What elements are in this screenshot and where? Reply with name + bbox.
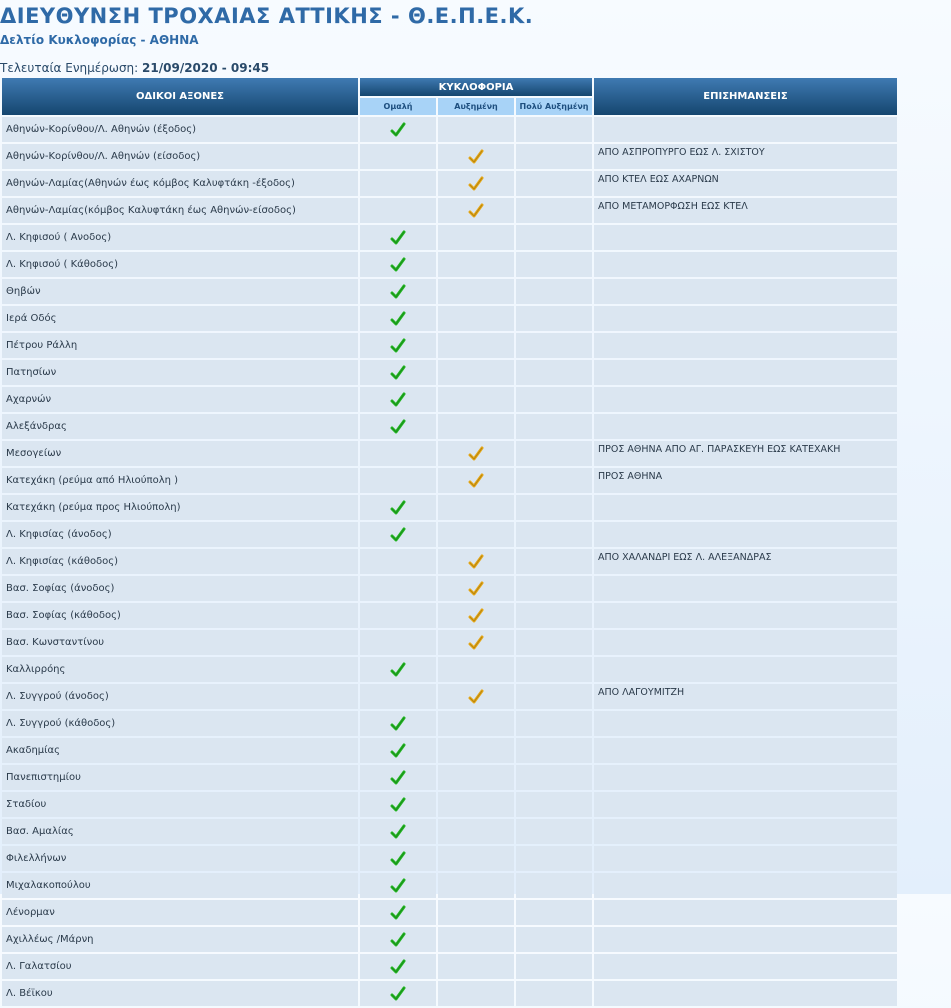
traffic-level-cell — [516, 117, 592, 142]
table-row — [2, 765, 897, 790]
table-row — [2, 225, 897, 250]
page-subtitle: Δελτίο Κυκλοφορίας - ΑΘΗΝΑ — [0, 33, 199, 47]
orange-check-icon — [468, 473, 484, 489]
traffic-level-cell — [438, 684, 514, 709]
traffic-level-cell — [516, 279, 592, 304]
table-row — [2, 927, 897, 952]
table-row — [2, 954, 897, 979]
traffic-level-cell — [438, 117, 514, 142]
road-name: Βασ. Αμαλίας — [2, 819, 358, 844]
road-note — [594, 819, 897, 844]
last-update — [0, 61, 269, 75]
green-check-icon — [390, 392, 406, 408]
traffic-level-cell — [360, 657, 436, 682]
road-note — [594, 252, 897, 277]
traffic-level-cell — [360, 873, 436, 898]
road-note — [594, 873, 897, 898]
road-note: ΠΡΟΣ ΑΘΗΝΑ ΑΠΟ ΑΓ. ΠΑΡΑΣΚΕΥΗ ΕΩΣ ΚΑΤΕΧΑΚΗ — [594, 441, 897, 466]
road-name: Βασ. Σοφίας (άνοδος) — [2, 576, 358, 601]
traffic-level-cell — [360, 981, 436, 1006]
orange-check-icon — [468, 554, 484, 570]
road-note — [594, 846, 897, 871]
traffic-level-cell — [516, 738, 592, 763]
road-name: Κατεχάκη (ρεύμα προς Ηλιούπολη) — [2, 495, 358, 520]
traffic-level-cell — [516, 603, 592, 628]
road-name: Καλλιρρόης — [2, 657, 358, 682]
traffic-level-cell — [516, 468, 592, 493]
road-note — [594, 495, 897, 520]
road-name: Λ. Συγγρού (άνοδος) — [2, 684, 358, 709]
traffic-level-cell — [516, 765, 592, 790]
table-row — [2, 792, 897, 817]
traffic-level-cell — [516, 630, 592, 655]
road-name: Πέτρου Ράλλη — [2, 333, 358, 358]
traffic-level-cell — [516, 954, 592, 979]
table-row — [2, 819, 897, 844]
traffic-level-cell — [360, 819, 436, 844]
green-check-icon — [390, 905, 406, 921]
traffic-level-cell — [438, 765, 514, 790]
road-name: Πανεπιστημίου — [2, 765, 358, 790]
traffic-level-cell — [360, 279, 436, 304]
green-check-icon — [390, 662, 406, 678]
road-name: Λ. Κηφισού ( Ανοδος) — [2, 225, 358, 250]
table-row — [2, 414, 897, 439]
orange-check-icon — [468, 176, 484, 192]
traffic-level-cell — [360, 171, 436, 196]
header-level-normal: Ομαλή — [360, 98, 436, 115]
road-note — [594, 279, 897, 304]
table-row — [2, 306, 897, 331]
table-row — [2, 333, 897, 358]
road-note: ΑΠΟ ΑΣΠΡΟΠΥΡΓΟ ΕΩΣ Λ. ΣΧΙΣΤΟΥ — [594, 144, 897, 169]
road-note — [594, 117, 897, 142]
traffic-level-cell — [516, 495, 592, 520]
green-check-icon — [390, 419, 406, 435]
traffic-level-cell — [360, 333, 436, 358]
green-check-icon — [390, 986, 406, 1002]
traffic-level-cell — [438, 441, 514, 466]
road-name: Λ. Γαλατσίου — [2, 954, 358, 979]
road-note — [594, 522, 897, 547]
green-check-icon — [390, 527, 406, 543]
traffic-level-cell — [360, 576, 436, 601]
traffic-level-cell — [516, 414, 592, 439]
orange-check-icon — [468, 581, 484, 597]
traffic-table — [0, 76, 899, 1008]
road-note — [594, 630, 897, 655]
orange-check-icon — [468, 446, 484, 462]
road-note — [594, 360, 897, 385]
road-name: Κατεχάκη (ρεύμα από Ηλιούπολη ) — [2, 468, 358, 493]
road-name: Θηβών — [2, 279, 358, 304]
traffic-level-cell — [360, 738, 436, 763]
header-level-heavy: Πολύ Αυξημένη — [516, 98, 592, 115]
table-row — [2, 252, 897, 277]
traffic-level-cell — [360, 117, 436, 142]
traffic-level-cell — [438, 225, 514, 250]
green-check-icon — [390, 851, 406, 867]
traffic-level-cell — [438, 576, 514, 601]
traffic-level-cell — [516, 306, 592, 331]
table-row — [2, 387, 897, 412]
traffic-level-cell — [438, 657, 514, 682]
traffic-level-cell — [360, 252, 436, 277]
header-notes: ΕΠΙΣΗΜΑΝΣΕΙΣ — [594, 78, 897, 115]
traffic-level-cell — [360, 765, 436, 790]
green-check-icon — [390, 770, 406, 786]
road-name: Αθηνών-Κορίνθου/Λ. Αθηνών (έξοδος) — [2, 117, 358, 142]
traffic-level-cell — [516, 792, 592, 817]
green-check-icon — [390, 797, 406, 813]
traffic-level-cell — [438, 792, 514, 817]
road-name: Πατησίων — [2, 360, 358, 385]
road-note — [594, 792, 897, 817]
road-note — [594, 603, 897, 628]
traffic-level-cell — [360, 684, 436, 709]
green-check-icon — [390, 257, 406, 273]
green-check-icon — [390, 878, 406, 894]
traffic-level-cell — [360, 468, 436, 493]
traffic-level-cell — [516, 927, 592, 952]
traffic-level-cell — [360, 225, 436, 250]
traffic-level-cell — [438, 900, 514, 925]
road-note — [594, 954, 897, 979]
page-title: ΔΙΕΥΘΥΝΣΗ ΤΡΟΧΑΙΑΣ ΑΤΤΙΚΗΣ - Θ.Ε.Π.Ε.Κ. — [0, 4, 534, 28]
traffic-level-cell — [438, 387, 514, 412]
road-note — [594, 306, 897, 331]
orange-check-icon — [468, 203, 484, 219]
road-name: Αθηνών-Λαμίας(κόμβος Καλυφτάκη έως Αθηνών-είσοδος) — [2, 198, 358, 223]
green-check-icon — [390, 365, 406, 381]
road-note — [594, 900, 897, 925]
traffic-level-cell — [438, 603, 514, 628]
traffic-level-cell — [360, 846, 436, 871]
traffic-level-cell — [516, 387, 592, 412]
road-note — [594, 387, 897, 412]
table-row — [2, 144, 897, 169]
green-check-icon — [390, 743, 406, 759]
traffic-level-cell — [516, 846, 592, 871]
traffic-level-cell — [516, 360, 592, 385]
green-check-icon — [390, 959, 406, 975]
traffic-level-cell — [360, 306, 436, 331]
table-row — [2, 117, 897, 142]
road-name: Λ. Βέϊκου — [2, 981, 358, 1006]
traffic-level-cell — [516, 171, 592, 196]
road-name: Λένορμαν — [2, 900, 358, 925]
header-traffic: ΚΥΚΛΟΦΟΡΙΑ — [360, 78, 592, 96]
traffic-level-cell — [360, 711, 436, 736]
green-check-icon — [390, 716, 406, 732]
road-note — [594, 738, 897, 763]
road-note — [594, 657, 897, 682]
green-check-icon — [390, 824, 406, 840]
table-row — [2, 630, 897, 655]
road-name: Λ. Συγγρού (κάθοδος) — [2, 711, 358, 736]
traffic-level-cell — [438, 711, 514, 736]
road-name: Αθηνών-Κορίνθου/Λ. Αθηνών (είσοδος) — [2, 144, 358, 169]
traffic-level-cell — [360, 522, 436, 547]
traffic-level-cell — [360, 549, 436, 574]
green-check-icon — [390, 338, 406, 354]
traffic-level-cell — [516, 225, 592, 250]
traffic-level-cell — [516, 252, 592, 277]
traffic-level-cell — [438, 927, 514, 952]
traffic-level-cell — [438, 954, 514, 979]
last-update-label: Τελευταία Ενημέρωση: — [0, 61, 139, 75]
traffic-level-cell — [516, 819, 592, 844]
traffic-level-cell — [516, 900, 592, 925]
traffic-level-cell — [438, 333, 514, 358]
traffic-level-cell — [438, 873, 514, 898]
road-name: Λ. Κηφισίας (άνοδος) — [2, 522, 358, 547]
traffic-level-cell — [360, 792, 436, 817]
table-row — [2, 711, 897, 736]
traffic-level-cell — [360, 603, 436, 628]
traffic-level-cell — [360, 360, 436, 385]
green-check-icon — [390, 311, 406, 327]
table-row — [2, 279, 897, 304]
traffic-level-cell — [360, 495, 436, 520]
header-level-increased: Αυξημένη — [438, 98, 514, 115]
traffic-level-cell — [438, 522, 514, 547]
traffic-level-cell — [516, 144, 592, 169]
traffic-level-cell — [438, 495, 514, 520]
traffic-level-cell — [438, 549, 514, 574]
table-row — [2, 360, 897, 385]
road-note — [594, 711, 897, 736]
table-row — [2, 981, 897, 1006]
road-note: ΑΠΟ ΧΑΛΑΝΔΡΙ ΕΩΣ Λ. ΑΛΕΞΑΝΔΡΑΣ — [594, 549, 897, 574]
green-check-icon — [390, 230, 406, 246]
road-name: Βασ. Σοφίας (κάθοδος) — [2, 603, 358, 628]
traffic-level-cell — [516, 684, 592, 709]
table-row — [2, 468, 897, 493]
road-name: Σταδίου — [2, 792, 358, 817]
road-name: Λ. Κηφισού ( Κάθοδος) — [2, 252, 358, 277]
road-note: ΑΠΟ ΚΤΕΛ ΕΩΣ ΑΧΑΡΝΩΝ — [594, 171, 897, 196]
road-note — [594, 225, 897, 250]
road-note — [594, 981, 897, 1006]
traffic-level-cell — [438, 738, 514, 763]
traffic-level-cell — [438, 252, 514, 277]
road-name: Μεσογείων — [2, 441, 358, 466]
traffic-level-cell — [438, 360, 514, 385]
road-name: Αθηνών-Λαμίας(Αθηνών έως κόμβος Καλυφτάκη -έξοδος) — [2, 171, 358, 196]
table-row — [2, 846, 897, 871]
table-row — [2, 873, 897, 898]
traffic-level-cell — [438, 198, 514, 223]
traffic-level-cell — [360, 900, 436, 925]
traffic-level-cell — [438, 846, 514, 871]
table-row — [2, 171, 897, 196]
table-row — [2, 684, 897, 709]
orange-check-icon — [468, 608, 484, 624]
traffic-level-cell — [360, 954, 436, 979]
table-row — [2, 738, 897, 763]
road-name: Ιερά Οδός — [2, 306, 358, 331]
traffic-level-cell — [438, 144, 514, 169]
table-row — [2, 495, 897, 520]
road-note — [594, 414, 897, 439]
road-name: Αχιλλέως /Μάρνη — [2, 927, 358, 952]
road-name: Βασ. Κωνσταντίνου — [2, 630, 358, 655]
traffic-level-cell — [438, 306, 514, 331]
traffic-level-cell — [360, 414, 436, 439]
green-check-icon — [390, 932, 406, 948]
traffic-level-cell — [360, 387, 436, 412]
road-note — [594, 333, 897, 358]
table-row — [2, 522, 897, 547]
green-check-icon — [390, 122, 406, 138]
traffic-level-cell — [438, 981, 514, 1006]
green-check-icon — [390, 284, 406, 300]
road-note: ΑΠΟ ΛΑΓΟΥΜΙΤΖΗ — [594, 684, 897, 709]
road-name: Αλεξάνδρας — [2, 414, 358, 439]
traffic-level-cell — [516, 549, 592, 574]
traffic-level-cell — [360, 198, 436, 223]
traffic-level-cell — [516, 522, 592, 547]
table-row — [2, 576, 897, 601]
road-note — [594, 576, 897, 601]
traffic-level-cell — [516, 711, 592, 736]
traffic-level-cell — [516, 198, 592, 223]
traffic-level-cell — [516, 657, 592, 682]
traffic-level-cell — [360, 144, 436, 169]
orange-check-icon — [468, 635, 484, 651]
traffic-level-cell — [360, 927, 436, 952]
traffic-level-cell — [438, 819, 514, 844]
road-name: Αχαρνών — [2, 387, 358, 412]
header-roads: ΟΔΙΚΟΙ ΑΞΟΝΕΣ — [2, 78, 358, 115]
traffic-level-cell — [438, 468, 514, 493]
table-row — [2, 603, 897, 628]
road-note — [594, 765, 897, 790]
table-row — [2, 900, 897, 925]
traffic-level-cell — [516, 981, 592, 1006]
road-note: ΑΠΟ ΜΕΤΑΜΟΡΦΩΣΗ ΕΩΣ ΚΤΕΛ — [594, 198, 897, 223]
traffic-level-cell — [516, 333, 592, 358]
traffic-level-cell — [516, 441, 592, 466]
traffic-level-cell — [438, 630, 514, 655]
table-row — [2, 198, 897, 223]
traffic-level-cell — [438, 414, 514, 439]
table-row — [2, 441, 897, 466]
road-note — [594, 927, 897, 952]
road-name: Φιλελλήνων — [2, 846, 358, 871]
orange-check-icon — [468, 149, 484, 165]
traffic-level-cell — [360, 441, 436, 466]
traffic-level-cell — [438, 279, 514, 304]
last-update-value: 21/09/2020 - 09:45 — [142, 61, 270, 75]
green-check-icon — [390, 500, 406, 516]
traffic-level-cell — [516, 576, 592, 601]
traffic-level-cell — [360, 630, 436, 655]
road-name: Μιχαλακοπούλου — [2, 873, 358, 898]
road-name: Λ. Κηφισίας (κάθοδος) — [2, 549, 358, 574]
table-row — [2, 549, 897, 574]
traffic-level-cell — [516, 873, 592, 898]
orange-check-icon — [468, 689, 484, 705]
table-row — [2, 657, 897, 682]
road-note: ΠΡΟΣ ΑΘΗΝΑ — [594, 468, 897, 493]
traffic-level-cell — [438, 171, 514, 196]
road-name: Ακαδημίας — [2, 738, 358, 763]
